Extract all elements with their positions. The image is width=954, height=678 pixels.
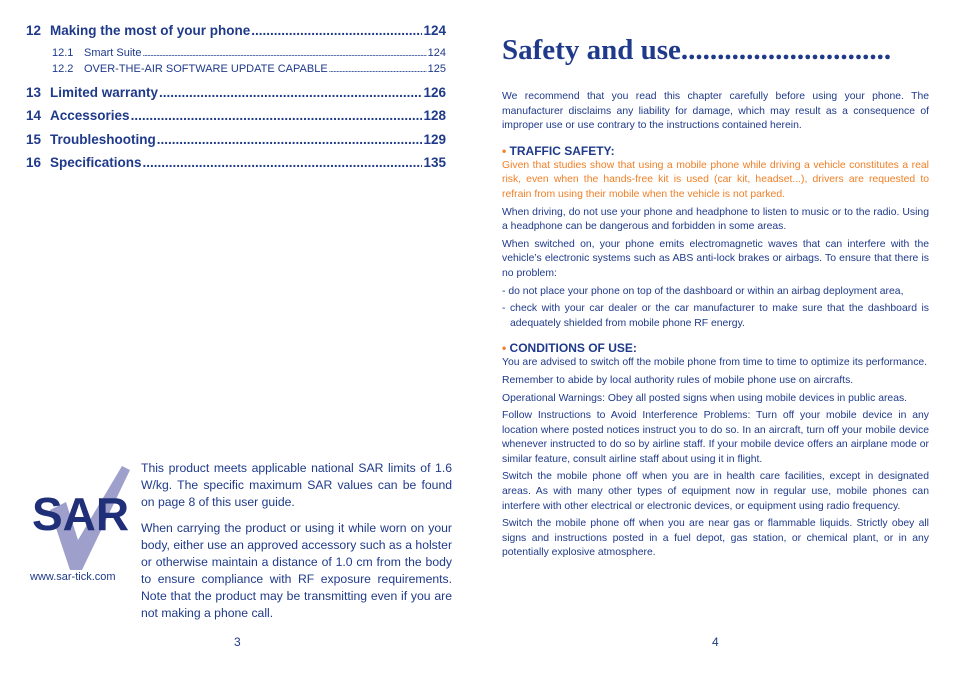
- intro-paragraph: We recommend that you read this chapter carefully before using your phone. The manufacturer disclaims any liability for damage, which may result as a consequence of improper use or use contrary to the instructions contained herein.: [502, 91, 929, 132]
- toc-item-page: 124: [423, 23, 446, 38]
- toc-item-12-2[interactable]: 12.2 OVER-THE-AIR SOFTWARE UPDATE CAPABLE ..... 125: [26, 62, 446, 78]
- paragraph: Follow Instructions to Avoid Interference Problems: Turn off your mobile device in any location where posted notices instruct you to do so. In an aircraft, turn off your mobile device whenever instructed to do so by airline staff. If your mobile device offers an airplane mode or similar feature, consult airline staff about using it in flight.: [502, 410, 929, 465]
- list-item: - do not place your phone on top of the dashboard or within an airbag deployment area,: [502, 285, 904, 297]
- toc-item-13[interactable]: 13 Limited warranty ..... 126: [26, 84, 446, 108]
- paragraph: Operational Warnings: Obey all posted signs when using mobile devices in public areas.: [502, 392, 908, 404]
- paragraph: When switched on, your phone emits electromagnetic waves that can interfere with the vehicle’s electronic systems such as ABS anti-lock brakes or airbags. To ensure that there is no problem:: [502, 238, 929, 279]
- toc-item-15[interactable]: 15 Troubleshooting ..... 129: [26, 131, 446, 155]
- page-title: Safety and use.............................: [502, 34, 892, 66]
- sar-paragraph: When carrying the product or using it while worn on your body, either use an approved accessory such as a holster or otherwise maintain a distance of 1.0 cm from the body to ensure compliance with RF exposure requirements. Note that the product may be transmitting even if you are not making a phone call.: [141, 521, 452, 620]
- section-heading-traffic: • TRAFFIC SAFETY:: [502, 143, 615, 158]
- bullet-icon: •: [502, 143, 507, 158]
- bullet-icon: •: [502, 341, 507, 356]
- toc-item-12-1[interactable]: 12.1 Smart Suite ..... 124: [26, 46, 446, 62]
- list-item: - check with your car dealer or the car manufacturer to make sure that the dashboard is adequately shielded from mobile phone RF energy.: [502, 303, 929, 329]
- sar-paragraph: This product meets applicable national SAR limits of 1.6 W/kg. The specific maximum SAR values can be found on page 8 of this user guide.: [141, 461, 452, 509]
- toc-item-12[interactable]: 12 Making the most of your phone ..... 124: [26, 22, 446, 46]
- toc-item-title: Specifications: [50, 155, 142, 170]
- page-number: 4: [712, 635, 719, 649]
- toc-item-page: 124: [427, 46, 446, 59]
- paragraph: You are advised to switch off the mobile phone from time to time to optimize its performance.: [502, 357, 928, 369]
- toc-item-page: 129: [423, 131, 446, 147]
- sar-tick-logo: [30, 462, 134, 572]
- toc-item-title: Troubleshooting: [50, 131, 156, 147]
- paragraph: Switch the mobile phone off when you are near gas or flammable liquids. Strictly obey all signs and instructions posted in a fuel depot, gas station, or chemical plant, or in any potentially explosive atmosphere.: [502, 518, 929, 559]
- toc-item-title: OVER-THE-AIR SOFTWARE UPDATE CAPABLE: [84, 62, 328, 75]
- sar-url[interactable]: www.sar-tick.com: [30, 571, 116, 583]
- toc-item-title: Limited warranty: [50, 84, 159, 100]
- section-heading-conditions: • CONDITIONS OF USE:: [502, 341, 637, 356]
- page-number: 3: [234, 635, 241, 649]
- toc-item-title: Smart Suite: [84, 46, 142, 59]
- traffic-warning: Given that studies show that using a mobile phone while driving a vehicle constitutes a real risk, even when the hands-free kit is used (car kit, headset...), drivers are requested to refrain from using their mobile when the vehicle is not parked.: [502, 159, 929, 200]
- toc-item-page: 128: [423, 108, 446, 123]
- toc-item-page: 125: [427, 62, 446, 75]
- safety-body: [502, 90, 929, 564]
- toc-item-title: Accessories: [50, 108, 130, 123]
- toc-item-title: Making the most of your phone: [50, 23, 251, 38]
- toc-item-page: 135: [423, 155, 446, 170]
- toc-item-16[interactable]: 16 Specifications ..... 135: [26, 154, 446, 178]
- paragraph: Remember to abide by local authority rules of mobile phone use on aircrafts.: [502, 374, 854, 386]
- paragraph: Switch the mobile phone off when you are in health care facilities, except in designated areas. As with many other types of equipment now in regular use, mobile phones can interfere with other electrical or electronic devices, or equipment using radio frequency.: [502, 471, 929, 512]
- right-page: [477, 0, 954, 678]
- paragraph: When driving, do not use your phone and headphone to listen to music or to the radio. Using a headphone can be dangerous and forbidden in some areas.: [502, 206, 929, 233]
- toc-item-page: 126: [423, 84, 446, 100]
- sar-statement: [141, 460, 452, 631]
- svg-text:SAR: SAR: [32, 488, 130, 540]
- toc-item-14[interactable]: 14 Accessories ..... 128: [26, 107, 446, 131]
- table-of-contents: [26, 22, 446, 178]
